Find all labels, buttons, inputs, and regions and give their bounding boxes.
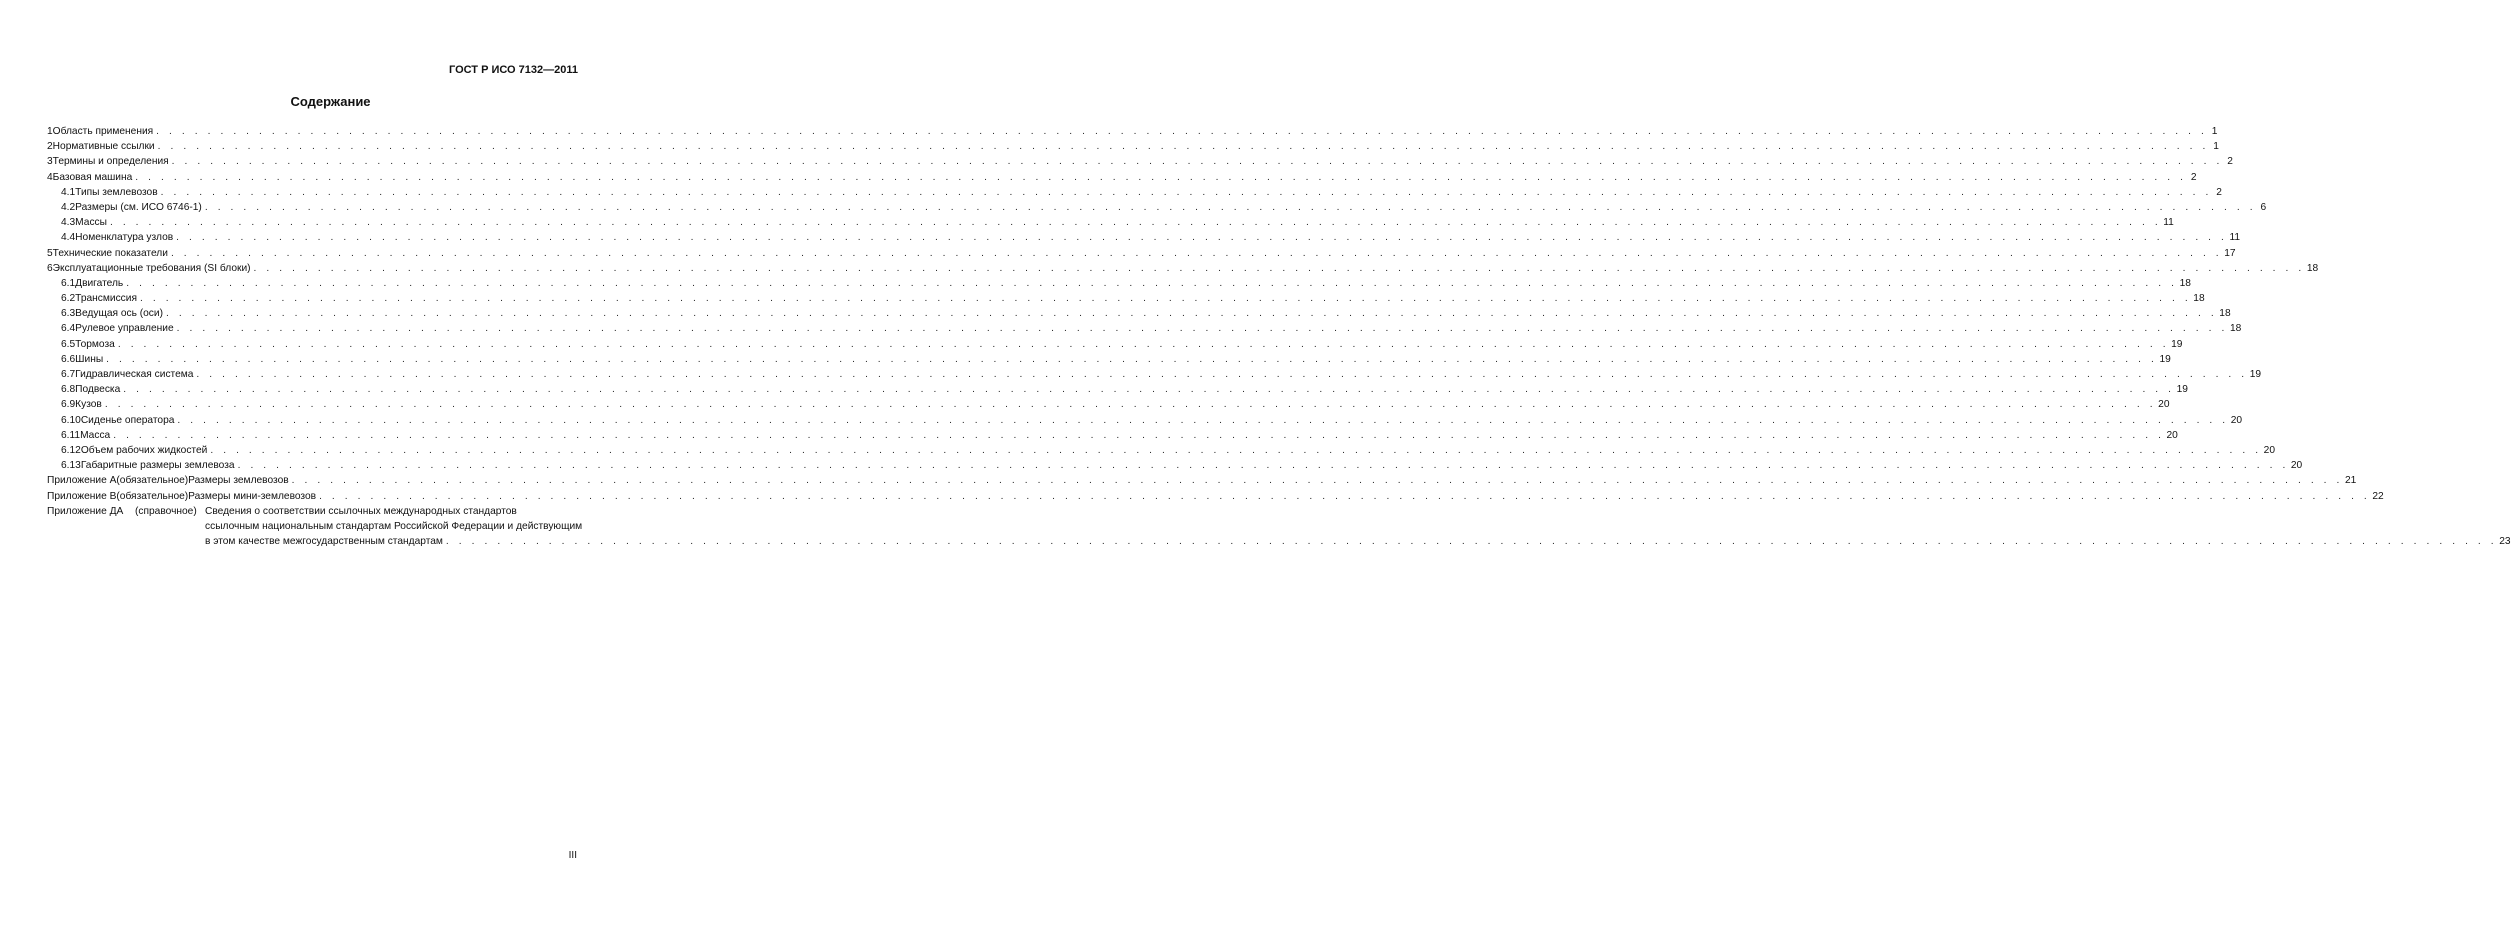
toc-appendix-a[interactable] bbox=[47, 473, 2357, 488]
toc-entry-page: 11 bbox=[2229, 232, 2241, 244]
toc-entry-number: 6.4 bbox=[61, 323, 76, 335]
toc-appendix-da[interactable] bbox=[47, 504, 2511, 550]
toc-entry-number: 6.10 bbox=[61, 414, 81, 426]
leader-dots bbox=[140, 291, 2191, 306]
leader-dots bbox=[161, 185, 2212, 200]
toc-entry[interactable] bbox=[47, 443, 2275, 458]
toc-entry[interactable] bbox=[47, 246, 2236, 261]
toc-entry[interactable] bbox=[47, 154, 2233, 169]
leader-dots bbox=[210, 443, 2261, 458]
toc-entry-page: 18 bbox=[2179, 277, 2191, 289]
toc-entry-page: 6 bbox=[2260, 201, 2267, 213]
leader-dots bbox=[123, 382, 2174, 397]
leader-dots bbox=[177, 321, 2228, 336]
toc-entry-label: Гидравлическая система bbox=[75, 369, 194, 380]
toc-entry-page: 1 bbox=[2211, 126, 2218, 137]
leader-dots bbox=[106, 352, 2157, 367]
appendix-label-line: Сведения о соответствии ссылочных международных стандартов bbox=[205, 505, 517, 517]
toc-entry-number: 6.9 bbox=[61, 399, 76, 411]
toc-entry-label: Базовая машина bbox=[52, 171, 133, 183]
toc-entry-page: 20 bbox=[2166, 429, 2178, 441]
toc-entry-label: Массы bbox=[75, 217, 107, 229]
toc-entry-number: 1 bbox=[47, 126, 53, 137]
toc-entry-page: 19 bbox=[2176, 384, 2188, 396]
toc-entry-page: 19 bbox=[2159, 353, 2171, 365]
toc-entry-page: 2 bbox=[2190, 171, 2197, 183]
toc-entry[interactable] bbox=[47, 124, 2218, 139]
leader-dots bbox=[105, 397, 2156, 412]
toc-entry-page: 18 bbox=[2229, 323, 2242, 335]
toc-entry-number: 6.11 bbox=[61, 429, 81, 441]
toc-entry-label: Технические показатели bbox=[52, 247, 168, 259]
toc-entry-label: Область применения bbox=[52, 126, 154, 137]
toc-entry[interactable] bbox=[47, 367, 2262, 382]
leader-dots bbox=[113, 428, 2164, 443]
leader-dots bbox=[196, 367, 2247, 382]
toc-entry-number: 4.1 bbox=[61, 186, 76, 198]
toc-title: Содержание bbox=[290, 94, 371, 109]
toc-entry-label: Термины и определения bbox=[52, 156, 169, 168]
toc-entry[interactable] bbox=[47, 306, 2231, 321]
appendix-label: Размеры землевозов bbox=[188, 475, 289, 487]
appendix-prefix: Приложение В bbox=[47, 490, 117, 502]
toc-entry-number: 4.3 bbox=[61, 217, 76, 229]
toc-entry[interactable] bbox=[47, 261, 2319, 276]
appendix-category: (обязательное) bbox=[116, 475, 189, 487]
toc-entry-page: 20 bbox=[2290, 460, 2303, 472]
appendix-label: Размеры мини-землевозов bbox=[188, 490, 317, 502]
toc-entry-number: 6.5 bbox=[61, 338, 76, 350]
appendix-category: (обязательное) bbox=[116, 490, 189, 502]
toc-entry-number: 6.7 bbox=[61, 369, 76, 380]
toc-entry-page: 20 bbox=[2263, 444, 2275, 456]
appendix-page: 21 bbox=[2344, 475, 2357, 487]
toc-entry-label: Номенклатура узлов bbox=[75, 232, 174, 244]
toc-entry-label: Сиденье оператора bbox=[80, 414, 175, 426]
toc-entry-label: Тормоза bbox=[75, 338, 115, 350]
leader-dots bbox=[205, 200, 2256, 215]
toc-appendix-b[interactable] bbox=[47, 489, 2384, 504]
toc-entry-number: 4 bbox=[47, 171, 53, 183]
toc-entry-number: 2 bbox=[47, 141, 53, 153]
leader-dots bbox=[176, 230, 2227, 245]
toc-entry-page: 1 bbox=[2213, 141, 2219, 153]
toc-entry-label: Нормативные ссылки bbox=[52, 141, 155, 153]
toc-entry-page: 20 bbox=[2158, 399, 2170, 411]
leader-dots bbox=[254, 261, 2305, 276]
toc-entry-page: 19 bbox=[2249, 369, 2262, 380]
toc-entry-page: 18 bbox=[2219, 308, 2231, 320]
document-code: ГОСТ Р ИСО 7132—2011 bbox=[448, 64, 578, 76]
toc-entry-number: 3 bbox=[47, 156, 53, 168]
toc-entry-page: 18 bbox=[2306, 262, 2319, 274]
leader-dots bbox=[126, 276, 2177, 291]
toc-entry-page: 20 bbox=[2230, 414, 2243, 426]
toc-entry-page: 11 bbox=[2163, 217, 2174, 229]
page-number: III bbox=[568, 850, 577, 861]
toc-entry[interactable] bbox=[47, 413, 2243, 428]
leader-dots bbox=[238, 458, 2289, 473]
leader-dots bbox=[177, 413, 2228, 428]
toc-entry[interactable] bbox=[47, 428, 2178, 443]
table-of-contents bbox=[47, 124, 2511, 549]
toc-entry-number: 4.4 bbox=[61, 232, 76, 244]
toc-entry-label: Объем рабочих жидкостей bbox=[80, 444, 208, 456]
appendix-prefix: Приложение ДА bbox=[47, 505, 124, 517]
toc-entry-label: Трансмиссия bbox=[75, 293, 137, 305]
toc-entry[interactable] bbox=[47, 458, 2303, 473]
appendix-category: (справочное) bbox=[135, 505, 197, 517]
appendix-page: 23 bbox=[2499, 536, 2511, 548]
toc-entry-label: Шины bbox=[75, 353, 104, 365]
leader-dots bbox=[171, 246, 2222, 261]
toc-entry-number: 6.12 bbox=[61, 444, 81, 456]
toc-entry-number: 6 bbox=[47, 262, 53, 274]
toc-entry-number: 5 bbox=[47, 247, 53, 259]
toc-entry[interactable] bbox=[47, 397, 2170, 412]
leader-dots bbox=[135, 170, 2186, 185]
toc-entry-page: 2 bbox=[2216, 186, 2222, 198]
toc-entry-number: 4.2 bbox=[61, 201, 76, 213]
toc-entry[interactable] bbox=[47, 382, 2188, 397]
toc-entry-label: Размеры (см. ИСО 6746-1) bbox=[75, 201, 202, 213]
leader-dots bbox=[166, 306, 2217, 321]
toc-entry[interactable] bbox=[47, 215, 2174, 230]
toc-entry-number: 6.2 bbox=[61, 293, 76, 305]
toc-entry-label: Масса bbox=[80, 429, 111, 441]
toc-entry-page: 17 bbox=[2224, 247, 2236, 259]
appendix-label-line: ссылочным национальным стандартам Российской Федерации и действующим bbox=[205, 520, 583, 532]
toc-entry-page: 2 bbox=[2227, 156, 2233, 168]
toc-entry[interactable] bbox=[47, 200, 2267, 215]
toc-entry-label: Подвеска bbox=[75, 384, 121, 396]
leader-dots bbox=[446, 534, 2497, 549]
toc-entry-label: Эксплуатационные требования (SI блоки) bbox=[52, 262, 251, 274]
toc-entry-label: Габаритные размеры землевоза bbox=[80, 460, 235, 472]
appendix-page: 22 bbox=[2372, 490, 2384, 502]
toc-entry[interactable] bbox=[47, 291, 2205, 306]
toc-entry-label: Кузов bbox=[75, 399, 102, 411]
toc-entry-page: 18 bbox=[2193, 293, 2205, 305]
toc-entry[interactable] bbox=[47, 276, 2191, 291]
toc-entry[interactable] bbox=[47, 352, 2171, 367]
toc-entry[interactable] bbox=[47, 139, 2219, 154]
leader-dots bbox=[118, 337, 2169, 352]
toc-entry-label: Ведущая ось (оси) bbox=[75, 308, 163, 320]
leader-dots bbox=[110, 215, 2161, 230]
appendix-prefix: Приложение А bbox=[47, 475, 117, 487]
toc-entry-number: 6.13 bbox=[61, 460, 81, 472]
leader-dots bbox=[172, 154, 2223, 169]
leader-dots bbox=[319, 489, 2370, 504]
toc-entry-page: 19 bbox=[2171, 338, 2183, 350]
toc-entry-number: 6.1 bbox=[61, 277, 76, 289]
toc-entry[interactable] bbox=[47, 321, 2242, 336]
toc-entry-label: Рулевое управление bbox=[75, 323, 174, 335]
toc-entry[interactable] bbox=[47, 170, 2197, 185]
toc-entry-label: Двигатель bbox=[75, 277, 124, 289]
leader-dots bbox=[156, 124, 2207, 139]
leader-dots bbox=[292, 473, 2343, 488]
appendix-label-line: в этом качестве межгосударственным стандартам bbox=[205, 536, 443, 548]
toc-entry-number: 6.8 bbox=[61, 384, 76, 396]
toc-entry[interactable] bbox=[47, 230, 2241, 245]
toc-entry[interactable] bbox=[47, 185, 2222, 200]
leader-dots bbox=[158, 139, 2209, 154]
toc-entry-label: Типы землевозов bbox=[75, 186, 158, 198]
toc-entry-number: 6.3 bbox=[61, 308, 76, 320]
toc-entry[interactable] bbox=[47, 337, 2183, 352]
toc-entry-number: 6.6 bbox=[61, 353, 76, 365]
